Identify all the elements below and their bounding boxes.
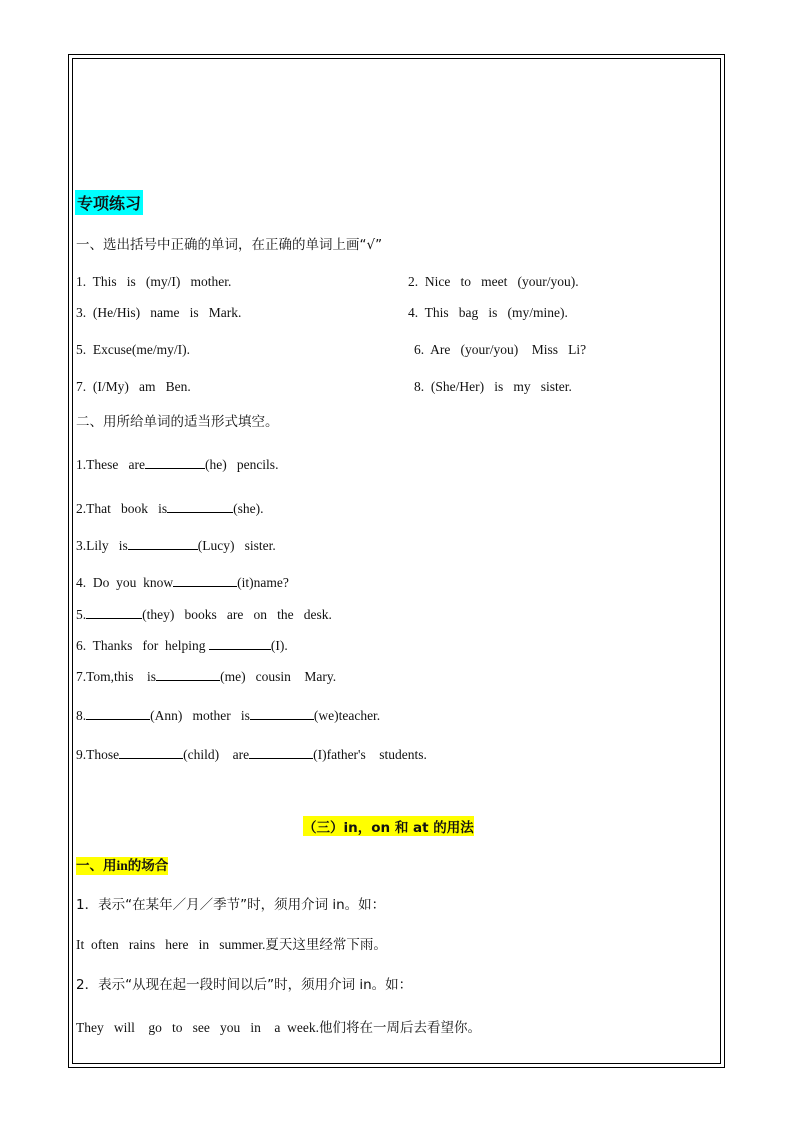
q1-item-7: 7. (I/My) am Ben. <box>76 379 191 394</box>
answer-blank[interactable] <box>145 456 205 469</box>
answer-blank[interactable] <box>249 746 313 759</box>
q1-item-2: 2. Nice to meet (your/you). <box>408 274 579 289</box>
q2-item-9: 9.Those (child) are (I)father's students. <box>76 747 427 762</box>
q2-item-3: 3.Lily is (Lucy) sister. <box>76 538 276 553</box>
q2-item-8: 8. (Ann) mother is (we)teacher. <box>76 708 381 723</box>
answer-blank[interactable] <box>173 574 237 587</box>
usage-example-2: They will go to see you in a week.他们将在一周后去看望你。 <box>76 1020 481 1036</box>
usage-rule-2: 2．表示“从现在起一段时间以后”时，须用介词 in。如： <box>76 977 413 993</box>
question-1-header: 一、选出括号中正确的单词，在正确的单词上画“√” <box>76 237 383 253</box>
answer-blank[interactable] <box>119 746 183 759</box>
section-title: 专项练习 <box>75 190 143 215</box>
q1-item-5: 5. Excuse(me/my/I). <box>76 342 190 357</box>
usage-rule-1: 1．表示“在某年／月／季节”时，须用介词 in。如： <box>76 897 386 913</box>
q2-item-4: 4. Do you know (it)name? <box>76 575 289 590</box>
answer-blank[interactable] <box>167 500 233 513</box>
q1-item-6: 6. Are (your/you) Miss Li? <box>414 342 587 357</box>
usage-example-1: It often rains here in summer.夏天这里经常下雨。 <box>76 937 387 953</box>
question-2-header: 二、用所给单词的适当形式填空。 <box>76 414 279 430</box>
q2-item-2: 2.That book is (she). <box>76 501 264 516</box>
q2-item-5: 5. (they) books are on the desk. <box>76 607 332 622</box>
q1-item-3: 3. (He/His) name is Mark. <box>76 305 242 320</box>
q2-item-6: 6. Thanks for helping (I). <box>76 638 288 653</box>
answer-blank[interactable] <box>209 637 271 650</box>
usage-subheading-in: 一、用in的场合 <box>76 858 169 874</box>
q1-item-1: 1. This is (my/I) mother. <box>76 274 232 289</box>
answer-blank[interactable] <box>156 668 220 681</box>
q2-item-1: 1.These are (he) pencils. <box>76 457 279 472</box>
answer-blank[interactable] <box>250 707 314 720</box>
answer-blank[interactable] <box>86 707 150 720</box>
answer-blank[interactable] <box>128 537 198 550</box>
q2-item-7: 7.Tom,this is (me) cousin Mary. <box>76 669 337 684</box>
answer-blank[interactable] <box>86 606 142 619</box>
q1-item-4: 4. This bag is (my/mine). <box>408 305 568 320</box>
usage-title: （三）in，on 和 at 的用法 <box>303 816 474 836</box>
q1-item-8: 8. (She/Her) is my sister. <box>414 379 572 394</box>
